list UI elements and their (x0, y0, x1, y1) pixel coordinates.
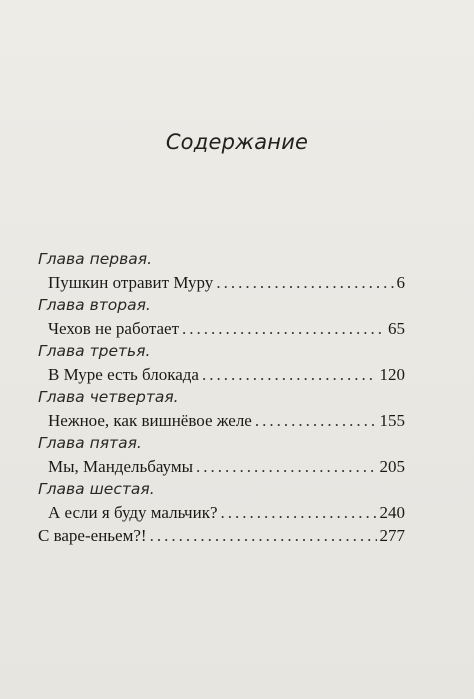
toc-section-6 (38, 478, 405, 524)
chapter-label: Глава четвертая. (38, 388, 179, 406)
leader-dots (196, 455, 376, 478)
leader-dots (182, 317, 385, 340)
toc-entry-extra (38, 524, 405, 547)
entry-title: С варе-еньем?! (38, 526, 147, 545)
toc-section-3 (38, 340, 405, 386)
leader-dots (216, 271, 393, 294)
page-number: 277 (379, 526, 405, 545)
contents-heading: Содержание (165, 130, 309, 154)
toc-entry (38, 455, 405, 478)
page-number: 240 (379, 503, 405, 522)
entry-title: В Муре есть блокада (48, 365, 199, 384)
page-number: 120 (379, 365, 405, 384)
toc-entry (38, 409, 405, 432)
chapter-label: Глава третья. (38, 342, 151, 360)
toc-section-4 (38, 386, 405, 432)
leader-dots (255, 409, 377, 432)
page-number: 205 (379, 457, 405, 476)
entry-title: Нежное, как вишнёвое желе (48, 411, 252, 430)
chapter-label: Глава вторая. (38, 296, 151, 314)
chapter-label: Глава шестая. (38, 480, 155, 498)
toc-entry (38, 271, 405, 294)
entry-title: А если я буду мальчик? (48, 503, 218, 522)
leader-dots (202, 363, 377, 386)
page-number: 155 (379, 411, 405, 430)
toc-section-1 (38, 248, 405, 294)
toc-entry (38, 501, 405, 524)
toc-section-5 (38, 432, 405, 478)
leader-dots (221, 501, 377, 524)
page-number: 65 (388, 319, 405, 338)
chapter-label: Глава пятая. (38, 434, 142, 452)
toc-section-2 (38, 294, 405, 340)
entry-title: Чехов не работает (48, 319, 180, 338)
page-number: 6 (396, 273, 405, 292)
toc-entry (38, 317, 405, 340)
leader-dots (150, 524, 377, 547)
entry-title: Мы, Мандельбаумы (48, 457, 194, 476)
chapter-label: Глава первая. (38, 250, 152, 268)
toc-entry (38, 363, 405, 386)
entry-title: Пушкин отравит Муру (48, 273, 214, 292)
table-of-contents (38, 248, 405, 547)
